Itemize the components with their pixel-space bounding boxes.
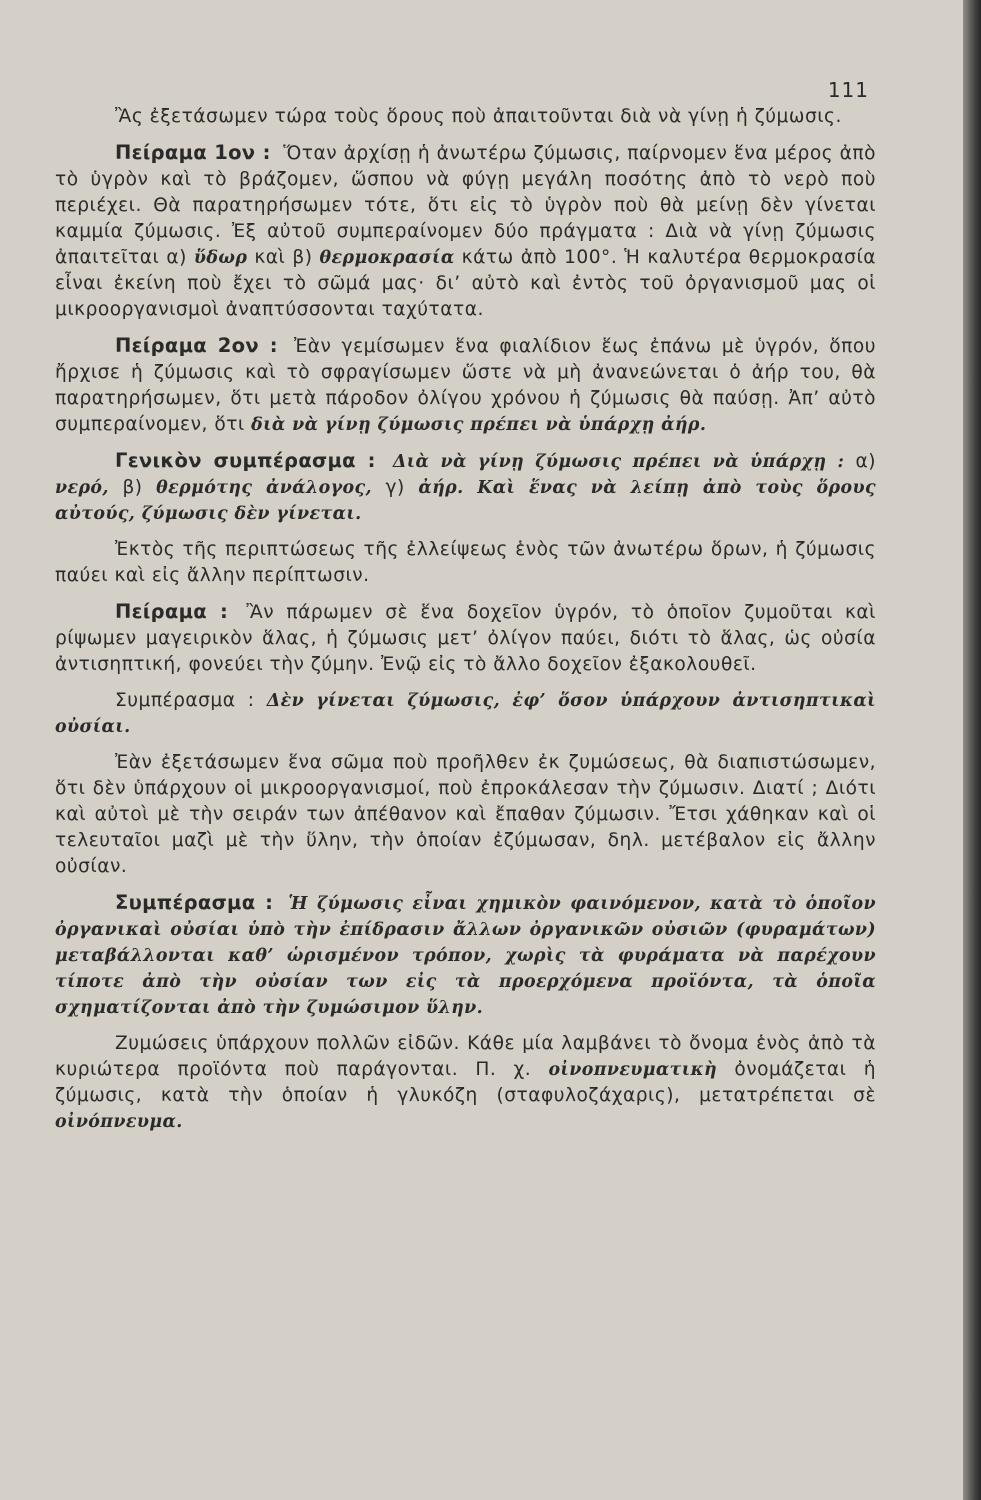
section-heading: Γενικὸν συμπέρασμα :	[115, 449, 376, 472]
body-text: Συμπέρασμα :	[115, 690, 267, 711]
page-edge-shadow	[963, 0, 981, 1500]
paragraph	[55, 599, 876, 678]
emphasis-text: νερό,	[55, 478, 109, 498]
section-heading: Πείραμα 1ον :	[115, 141, 271, 164]
paragraph	[55, 1031, 876, 1135]
body-text: Ζυμώσεις ὑπάρχουν πολλῶν εἰδῶν. Κάθε μία λαμβάνει τὸ ὄνομα ἑνὸς ἀπὸ τὰ κυριώτερα προϊόντα ποὺ παράγονται. Π. χ.	[55, 1033, 876, 1080]
body-text: Ὅταν ἀρχίσῃ ἡ ἀνωτέρω ζύμωσις, παίρνομεν ἕνα μέρος ἀπὸ τὸ ὑγρὸν καὶ τὸ βράζομεν, ὥσπου νὰ φύγῃ μεγάλη ποσότης ἀπὸ τὸ νερὸ ποὺ περιέχει. Θὰ παρατηρήσωμεν τότε, ὅτι εἰς τὸ ὑγρὸν ποὺ θὰ μείνῃ δὲν γίνεται καμμία ζύμωσις. Ἐξ αὐτοῦ συμπεραίνομεν δύο πράγματα : Διὰ νὰ γίνῃ ζύμωσις ἀπαιτεῖται α)	[55, 143, 876, 268]
body-text: Ἐὰν γεμίσωμεν ἕνα φιαλίδιον ἕως ἐπάνω μὲ ὑγρόν, ὅπου ἤρχισε ἡ ζύμωσις καὶ τὸ σφραγίσωμεν ὥστε νὰ μὴ ἀνανεώνεται ὁ ἀήρ του, θὰ παρατηρήσωμεν, ὅτι μετὰ πάροδον ὀλίγου χρόνου ἡ ζύμωσις θὰ παύσῃ. Ἀπ’ αὐτὸ συμπεραίνομεν, ὅτι	[55, 336, 876, 435]
paragraph	[55, 750, 876, 880]
emphasis-text: οἰνόπνευμα.	[55, 1112, 183, 1132]
paragraph	[55, 537, 876, 589]
paragraph	[55, 688, 876, 740]
body-text: γ)	[371, 477, 419, 498]
page-text-body	[55, 104, 876, 1145]
emphasis-text: Ἡ ζύμωσις εἶναι χημικὸν φαινόμενον, κατὰ τὸ ὁποῖον ὀργανικαὶ οὐσίαι ὑπὸ τὴν ἐπίδρασιν ἄλλων ὀργανικῶν οὐσιῶν (φυραμάτων) μεταβάλλονται καθ’ ὡρισμένον τρόπον, χωρὶς τὰ φυράματα νὰ παρέχουν τίποτε ἀπὸ τὴν οὐσίαν των εἰς τὰ προερχόμενα προϊόντα, τὰ ὁποῖα σχηματίζονται ἀπὸ τὴν ζυμώσιμον ὕλην.	[55, 894, 877, 1018]
emphasis-text: ἀήρ. Καὶ ἕνας νὰ λείπῃ ἀπὸ τοὺς ὅρους αὐτούς, ζύμωσις δὲν γίνεται.	[55, 478, 876, 524]
page-number: 111	[827, 78, 869, 102]
body-text: Ἐὰν ἐξετάσωμεν ἕνα σῶμα ποὺ προῆλθεν ἐκ ζυμώσεως, θὰ διαπιστώσωμεν, ὅτι δὲν ὑπάρχουν οἱ μικροοργανισμοί, ποὺ ἐπροκάλεσαν τὴν ζύμωσιν. Διατί ; Διότι καὶ αὐτοὶ μὲ τὴν σειράν των ἀπέθανον καὶ ἔπαθαν ζύμωσιν. Ἔτσι χάθηκαν καὶ οἱ τελευταῖοι μαζὶ μὲ τὴν ὕλην, τὴν ὁποίαν ἐζύμωσαν, δηλ. μετέβαλον εἰς ἄλλην οὐσίαν.	[55, 752, 876, 877]
emphasis-text: θερμότης ἀνάλογος,	[156, 478, 372, 498]
emphasis-text: ὕδωρ	[193, 248, 248, 268]
section-heading: Πείραμα :	[115, 600, 229, 623]
paragraph	[55, 448, 876, 527]
body-text: κάτω ἀπὸ 100°. Ἡ καλυτέρα θερμοκρασία εἶναι ἐκείνη ποὺ ἔχει τὸ σῶμά μας· δι’ αὐτὸ καὶ ἐντὸς τοῦ ὀργανισμοῦ μας οἱ μικροοργανισμοὶ ἀναπτύσσονται ταχύτατα.	[55, 247, 876, 320]
emphasis-text: Διὰ νὰ γίνῃ ζύμωσις πρέπει νὰ ὑπάρχῃ :	[392, 452, 845, 472]
emphasis-text: οἰνοπνευματικὴ	[548, 1060, 718, 1080]
emphasis-text: διὰ νὰ γίνῃ ζύμωσις πρέπει νὰ ὑπάρχῃ ἀήρ.	[251, 415, 707, 435]
paragraph	[55, 333, 876, 438]
body-text: Ἐκτὸς τῆς περιπτώσεως τῆς ἐλλείψεως ἑνὸς τῶν ἀνωτέρω ὅρων, ἡ ζύμωσις παύει καὶ εἰς ἄλλην περίπτωσιν.	[55, 539, 876, 586]
paragraph	[55, 104, 876, 130]
section-heading: Πείραμα 2ον :	[115, 334, 278, 357]
emphasis-text: Δὲν γίνεται ζύμωσις, ἐφ’ ὅσον ὑπάρχουν ἀντισηπτικαὶ οὐσίαι.	[55, 691, 876, 737]
body-text: Ἂς ἐξετάσωμεν τώρα τοὺς ὅρους ποὺ ἀπαιτοῦνται διὰ νὰ γίνῃ ἡ ζύμωσις.	[115, 106, 842, 127]
emphasis-text: θερμοκρασία	[319, 248, 455, 268]
body-text: Ἂν πάρωμεν σὲ ἕνα δοχεῖον ὑγρόν, τὸ ὁποῖον ζυμοῦται καὶ ρίψωμεν μαγειρικὸν ἅλας, ἡ ζύμωσις μετ’ ὀλίγον παύει, διότι τὸ ἅλας, ὡς οὐσία ἀντισηπτική, φονεύει τὴν ζύμην. Ἐνῷ εἰς τὸ ἄλλο δοχεῖον ἐξακολουθεῖ.	[55, 602, 876, 675]
body-text: α)	[844, 451, 877, 472]
paragraph	[55, 890, 876, 1021]
body-text: καὶ β)	[247, 247, 320, 268]
section-heading: Συμπέρασμα :	[115, 891, 274, 914]
paragraph	[55, 140, 876, 323]
body-text: β)	[108, 477, 157, 498]
body-text: ὀνομάζεται ἡ ζύμωσις, κατὰ τὴν ὁποίαν ἡ γλυκόζη (σταφυλοζάχαρις), μετατρέπεται σὲ	[55, 1059, 876, 1106]
